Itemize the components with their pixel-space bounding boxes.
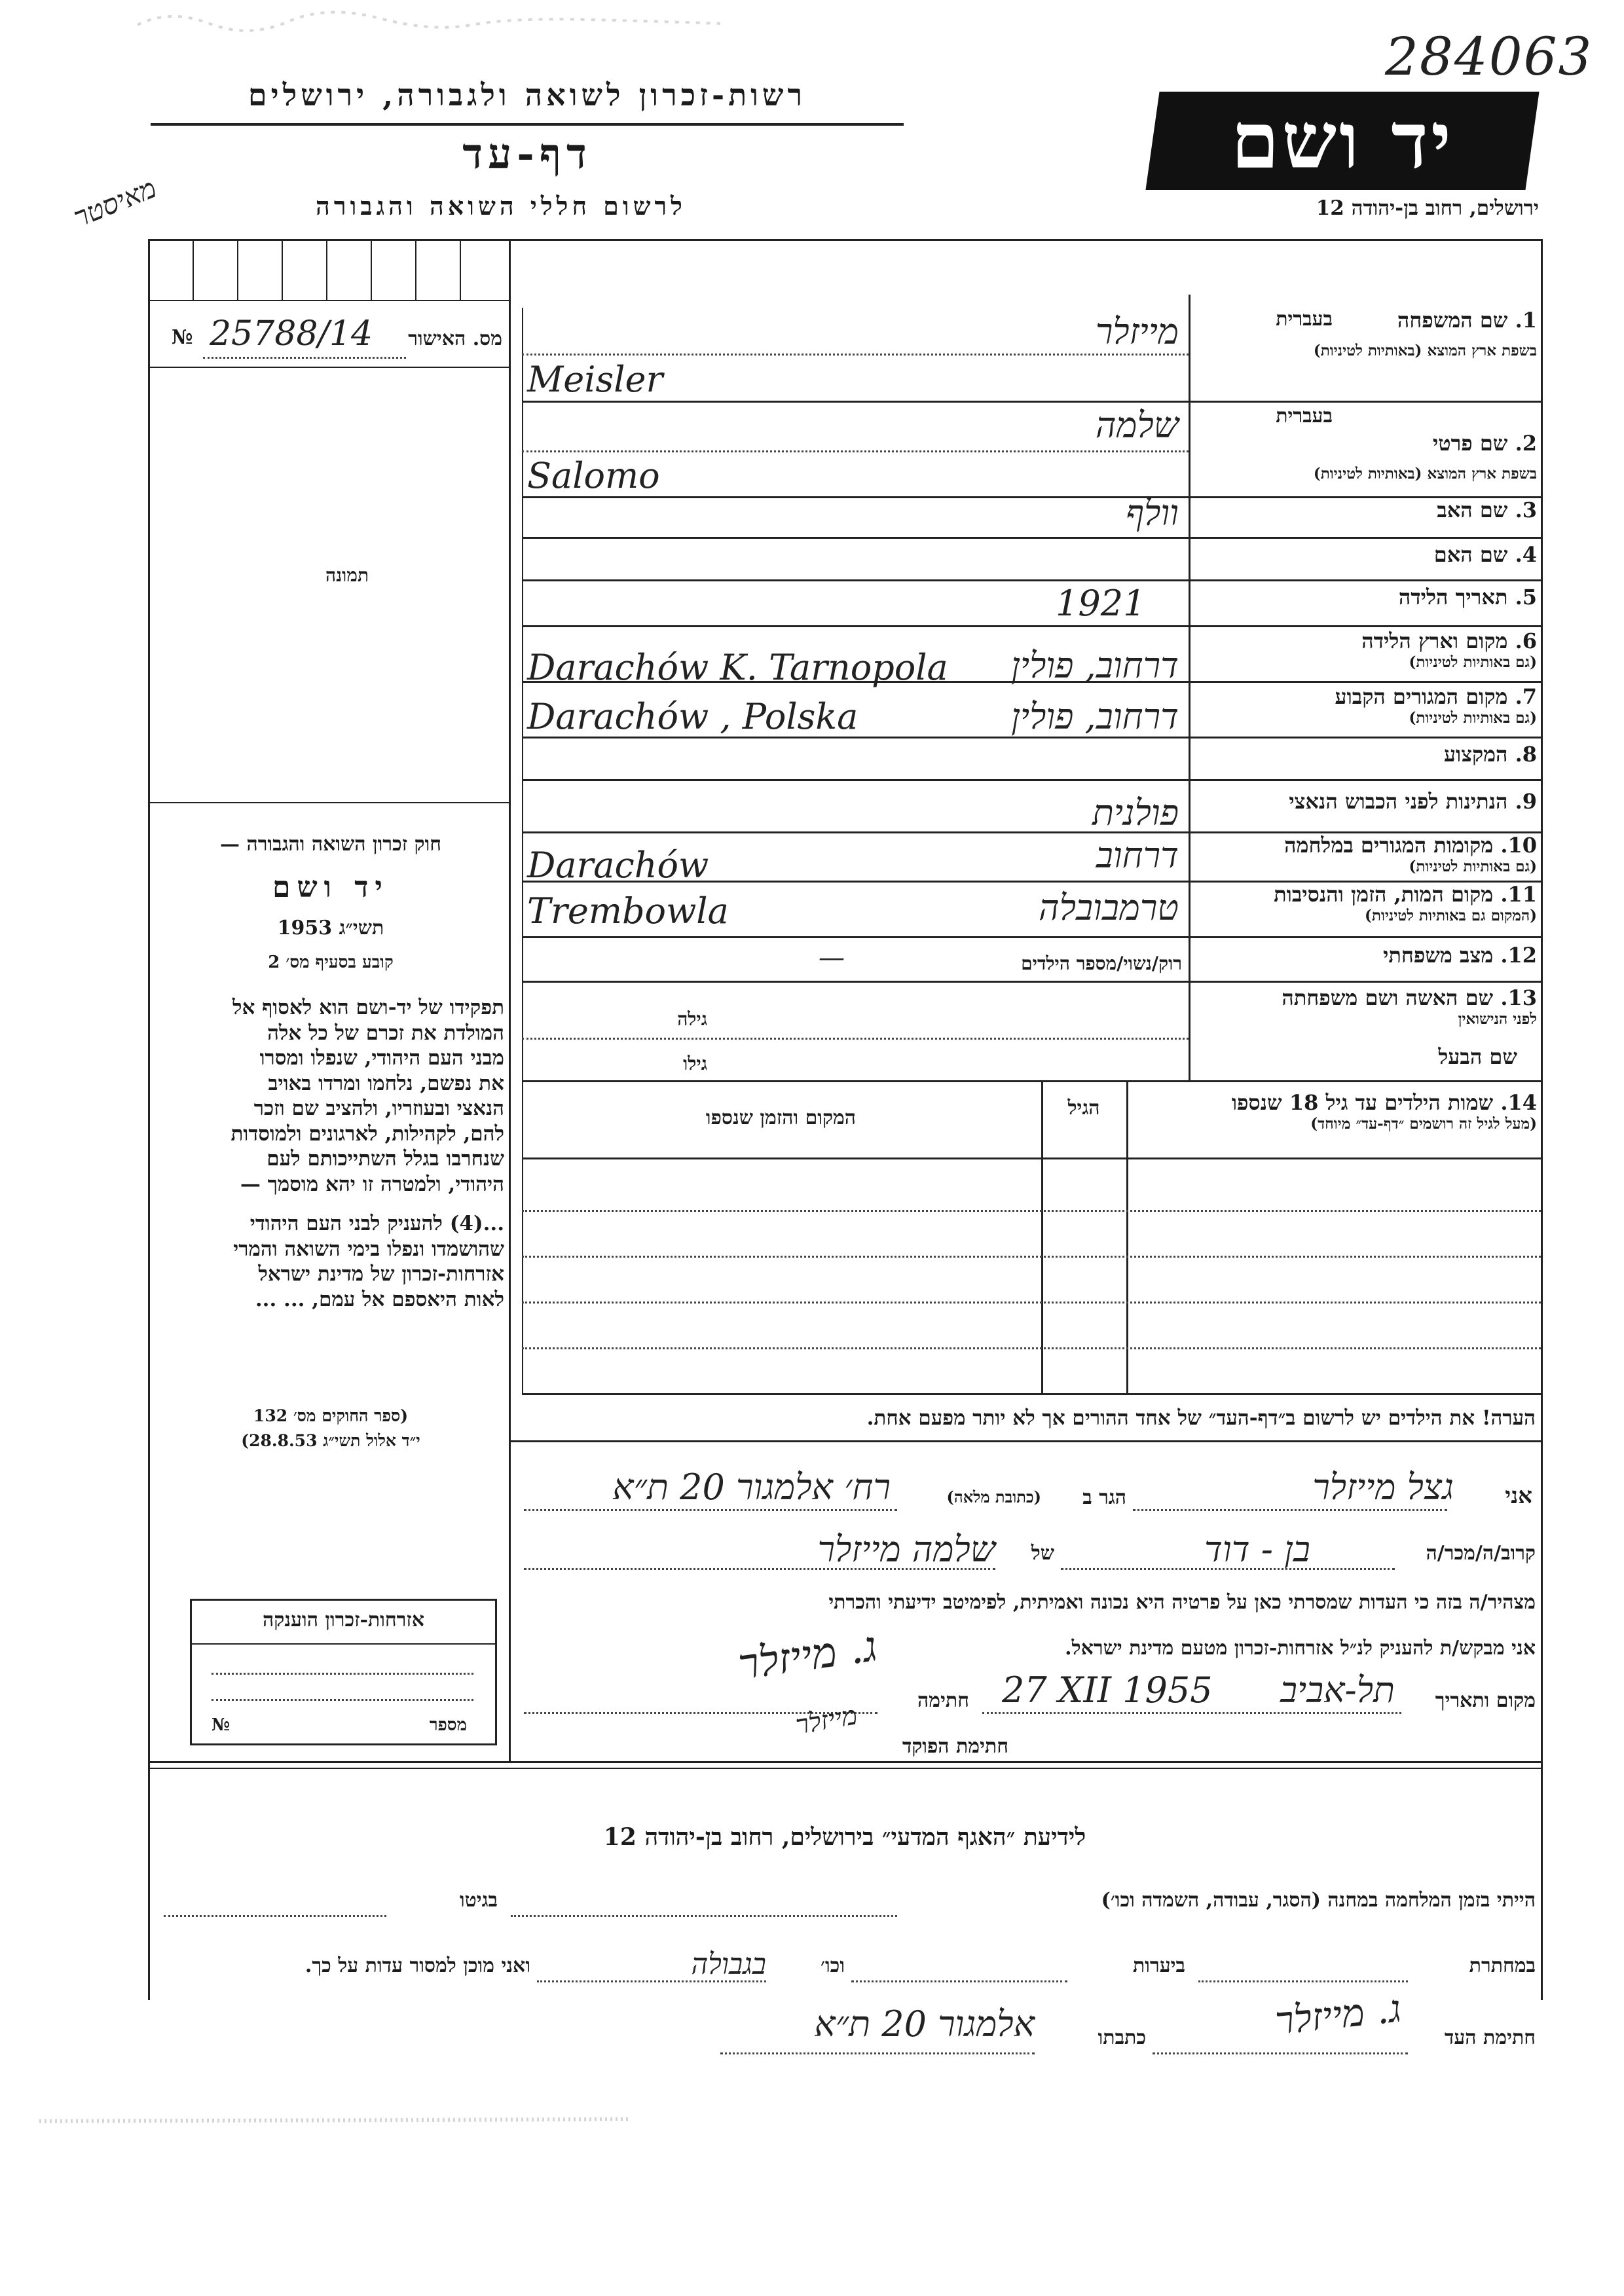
children-age-header: הגיל — [1067, 1097, 1100, 1120]
label-divider — [1189, 295, 1190, 1080]
cert-no-label: מספר — [429, 1715, 467, 1735]
birth-place-hebrew: דרחוב, פולין — [1011, 645, 1179, 686]
field-wartime-residence — [1193, 833, 1537, 875]
witness-i-label: אני — [1505, 1483, 1532, 1509]
witness-resident-label: הגר ב — [1082, 1486, 1126, 1509]
header-address: ירושלים, רחוב בן-יהודה 12 — [1316, 196, 1539, 220]
field-nationality — [1193, 789, 1537, 814]
field-label: מקום המות, הזמן והנסיבות — [1274, 882, 1494, 907]
approval-no-sign: № — [172, 326, 193, 349]
law-body-line: לאות היאספם אל עמם, ... ... — [255, 1287, 504, 1311]
field-num: 8. — [1515, 742, 1537, 767]
family-name-hebrew: מייזלר — [1095, 311, 1179, 352]
field-label: שם האשה ושם משפחתה — [1282, 985, 1494, 1010]
field-spouse-name — [1193, 985, 1537, 1028]
nationality-value: פולנית — [1092, 792, 1179, 833]
entry-line — [164, 1915, 386, 1917]
entry-line — [522, 1038, 1189, 1040]
bottom-line2-value: בגבולה — [691, 1948, 766, 1981]
field-note: (גם באותיות לטיניות) — [1409, 653, 1537, 671]
field-birth-date — [1193, 585, 1537, 610]
witness-address: רח׳ אלמגור 20 ת״א — [612, 1467, 891, 1508]
grid-col-line — [371, 239, 372, 300]
law-body-line: שהושמדו ונפלו בימי השואה והמרי — [233, 1237, 504, 1261]
husband-name-label: שם הבעל — [1438, 1044, 1517, 1069]
witness-declaration: מצהיר/ה בזה כי העדות שמסרתי כאן על פרטיה היא נכונה ואמיתית, לפימיטב ידיעתי והכרתי — [828, 1591, 1536, 1614]
field-label: הנתינות לפני הכבוש הנאצי — [1289, 789, 1508, 814]
remark: הערה! את הילדים יש לרשום ב״דף-העד״ של אחד ההורים אך לא יותר מפעם אחת. — [866, 1406, 1536, 1430]
field-marital-status — [1193, 943, 1537, 968]
entry-line — [1133, 1509, 1447, 1511]
entry-line — [1198, 1980, 1408, 1982]
bottom-line2-b: ביערות — [1132, 1954, 1185, 1977]
entry-line — [982, 1712, 1401, 1714]
bottom-line2-d: ואני מוכן למסור עדות על כך. — [304, 1954, 530, 1977]
law-body-line: שנחרבו בגלל השתייכותם לעם — [267, 1147, 504, 1171]
children-place-header: המקום והזמן שנספו — [705, 1106, 857, 1129]
wife-age-label: גילה — [677, 1008, 707, 1030]
field-num: 2. — [1515, 431, 1537, 456]
row-line — [522, 936, 1541, 938]
entry-line — [524, 1568, 995, 1570]
bottom-signature: ג. מייזלר — [1273, 1986, 1403, 2044]
bottom-line1-b: בגיטו — [459, 1889, 498, 1912]
field-label: המקצוע — [1443, 742, 1508, 767]
approval-bottom-line — [148, 367, 509, 368]
row-line — [522, 1080, 1541, 1082]
cert-box-title: אזרחות-זכרון הוענקה — [262, 1609, 425, 1631]
field-num: 11. — [1500, 882, 1537, 907]
children-row-line — [522, 1347, 1541, 1349]
yad-vashem-logo: יד ושם — [1145, 92, 1539, 190]
field-num: 10. — [1500, 833, 1537, 858]
form-left-border — [148, 239, 150, 2000]
law-section: קובע בסעיף מס׳ 2 — [268, 953, 394, 972]
marital-status-line: רוק/נשוי/מספר הילדים — [1021, 953, 1182, 974]
marital-status-value: — — [819, 943, 845, 973]
header-rule — [151, 123, 904, 126]
row-line — [522, 779, 1541, 781]
row-line — [522, 737, 1541, 738]
approval-label: מס. האישור — [408, 327, 502, 350]
witness-of-name: שלמה מייזלר — [817, 1529, 995, 1570]
form-right-border — [1541, 239, 1543, 2000]
faint-stamp-marks — [131, 5, 786, 38]
father-name-value: וולף — [1126, 492, 1179, 534]
cert-no-sign: № — [212, 1715, 231, 1735]
bottom-line2-c: וכו׳ — [821, 1954, 845, 1977]
field-num: 1. — [1515, 308, 1537, 333]
field-num: 12. — [1500, 943, 1537, 968]
form-purpose: לרשום חללי השואה והגבורה — [316, 191, 686, 221]
law-body — [157, 995, 504, 1312]
death-place-latin: Trembowla — [527, 890, 729, 932]
law-citation-1: (ספר החוקים מס׳ 132 — [253, 1406, 409, 1425]
value-inner-left-border — [522, 308, 523, 1394]
law-body-line: מבני העם היהודי, שנפלו ומסרו — [259, 1046, 504, 1070]
law-year: תשי״ג 1953 — [277, 917, 384, 939]
field-mother-name — [1193, 542, 1537, 567]
field-profession — [1193, 742, 1537, 767]
field-num: 6. — [1515, 629, 1537, 653]
officer-label: חתימת הפוקד — [902, 1735, 1008, 1758]
form-top-border — [148, 239, 1541, 241]
law-citation-2: י״ד אלול תשי״ג 28.8.53) — [241, 1431, 420, 1450]
children-row-line — [522, 1210, 1541, 1212]
entry-line — [524, 1509, 897, 1511]
entry-line — [522, 354, 1189, 355]
grid-col-line — [415, 239, 416, 300]
witness-date: 27 XII 1955 — [1002, 1669, 1213, 1711]
section-divider — [148, 1761, 1541, 1763]
photo-label: תמונה — [325, 564, 369, 586]
entry-line — [522, 450, 1189, 452]
wartime-residence-hebrew: דרחוב — [1096, 835, 1179, 876]
field-note: (גם באותיות לטיניות) — [1409, 709, 1537, 727]
cert-box-dotted-line — [212, 1699, 473, 1701]
row-line — [522, 1157, 1541, 1159]
field-label: שם האם — [1433, 542, 1508, 567]
approval-underline — [203, 357, 406, 359]
law-body-line: ...(4) להעניק לבני העם היהודי — [249, 1212, 504, 1235]
row-line — [522, 401, 1541, 403]
grid-col-line — [282, 239, 283, 300]
field-father-name — [1193, 498, 1537, 522]
entry-line — [537, 1980, 766, 1982]
photo-bottom-line — [148, 802, 509, 803]
grid-col-line — [237, 239, 238, 300]
row-line — [522, 681, 1541, 683]
witness-name: גצל מייזלר — [1312, 1467, 1454, 1508]
field-num: 7. — [1515, 684, 1537, 709]
field-residence — [1193, 684, 1537, 727]
field-label: שמות הילדים עד גיל 18 שנספו — [1231, 1090, 1494, 1115]
witness-request: אני מבקש/ת להעניק לנ״ל אזרחות-זכרון מטעם מדינת ישראל. — [1065, 1637, 1536, 1660]
entry-line — [851, 1980, 1067, 1982]
field-note: (המקום גם באותיות לטיניות) — [1365, 907, 1537, 924]
entry-line — [720, 2052, 1035, 2054]
field-label: מקום וארץ הלידה — [1361, 629, 1508, 653]
field-label: תאריך הלידה — [1398, 585, 1508, 610]
entry-line — [511, 1915, 897, 1917]
field-num: 5. — [1515, 585, 1537, 610]
grid-col-line — [460, 239, 461, 300]
section-divider-inner — [148, 1768, 1541, 1769]
hebrew-tag: בעברית — [1276, 308, 1333, 331]
witness-relation: בן - דוד — [1204, 1529, 1310, 1570]
hebrew-tag: בעברית — [1276, 405, 1333, 428]
first-name-hebrew: שלמה — [1095, 405, 1179, 446]
form-title: דף-עד — [462, 130, 592, 179]
grid-col-line — [326, 239, 327, 300]
witness-address-note: (כתובת מלאה) — [946, 1487, 1041, 1506]
death-place-hebrew: טרמבובלה — [1039, 887, 1179, 928]
field-birth-place — [1193, 629, 1537, 671]
first-name-latin: Salomo — [527, 455, 660, 496]
field-death-place — [1193, 882, 1537, 924]
bottom-line1-a: הייתי בזמן המלחמה במחנה (הסגר, עבודה, השמדה וכו׳) — [1101, 1889, 1536, 1912]
law-body-line: אזרחות-זכרון של מדינת ישראל — [258, 1262, 504, 1286]
bottom-line3-b: כתבתו — [1098, 2026, 1146, 2049]
law-name: יד ושם — [272, 871, 389, 904]
form-bottom-border — [148, 1999, 1541, 2001]
row-line — [522, 1393, 1541, 1395]
witness-of-label: של — [1031, 1542, 1054, 1565]
row-line — [509, 1440, 1541, 1442]
field-num: 9. — [1515, 789, 1537, 814]
birth-date-value: 1921 — [1056, 583, 1146, 624]
approval-number-value: 25788/14 — [210, 314, 373, 354]
witness-place: תל-אביב — [1280, 1669, 1395, 1711]
place-date-label: מקום ותאריך — [1435, 1689, 1536, 1712]
family-name-latin: Meisler — [527, 359, 663, 400]
birth-place-latin: Darachów K. Tarnopola — [527, 647, 948, 688]
bottom-address: אלמגור 20 ת״א — [814, 2003, 1035, 2045]
field-note: בשפת ארץ המוצא (באותיות לטיניות) — [1313, 342, 1537, 359]
field-note: (גם באותיות לטיניות) — [1409, 858, 1537, 875]
field-label: שם האב — [1437, 498, 1508, 522]
witness-signature: ג. מייזלר — [735, 1622, 880, 1690]
row-line — [522, 981, 1541, 983]
row-line — [522, 579, 1541, 581]
grid-row-line — [148, 300, 509, 301]
residence-latin: Darachów , Polska — [527, 696, 858, 737]
children-row-line — [522, 1256, 1541, 1258]
law-body-line: את נפשם, נלחמו ומרדו באויב — [268, 1071, 504, 1095]
approval-number-row — [172, 314, 502, 354]
bottom-line3-a: חתימת העד — [1444, 2026, 1536, 2049]
row-line — [522, 625, 1541, 627]
witness-relation-label: קרוב/ה/מכר/ה — [1426, 1542, 1536, 1565]
field-num: 13. — [1500, 985, 1537, 1010]
cert-box-dotted-line — [212, 1673, 473, 1675]
field-label: מקומות המגורים במלחמה — [1284, 833, 1494, 858]
row-line — [522, 537, 1541, 539]
law-body-line: להם, לקהילות, לארגונים ולמוסדות — [231, 1121, 504, 1146]
entry-line — [1061, 1568, 1395, 1570]
husband-age-label: גילו — [683, 1053, 707, 1074]
law-body-line: הנאצי ובעוזריו, ולהציב שם וזכר — [253, 1097, 504, 1120]
law-body-line: היהודי, ולמטרה זו יהא מוסמך — — [240, 1172, 504, 1196]
field-label: מצב משפחתי — [1383, 943, 1494, 968]
authority-title: רשות-זכרון לשואה ולגבורה, ירושלים — [248, 77, 807, 113]
field-num: 4. — [1515, 542, 1537, 567]
bottom-line2-a: במחתרת — [1469, 1954, 1536, 1977]
entry-line — [1153, 2052, 1408, 2054]
scan-noise — [39, 2111, 629, 2131]
field-num: 3. — [1515, 498, 1537, 522]
wartime-residence-latin: Darachów — [527, 845, 709, 886]
children-row-line — [522, 1302, 1541, 1303]
cert-box-rule — [192, 1643, 495, 1645]
margin-note: מאיסטר — [69, 172, 161, 234]
law-body-line: תפקידו של יד-ושם הוא לאסוף אל — [232, 996, 504, 1019]
sign-label: חתימה — [917, 1689, 969, 1712]
residence-hebrew: דרחוב, פולין — [1011, 696, 1179, 737]
grid-col-line — [193, 239, 194, 300]
column-divider — [509, 239, 511, 1761]
cert-box — [190, 1599, 497, 1745]
field-label: שם פרטי — [1432, 431, 1508, 456]
field-label: מקום המגורים הקבוע — [1335, 684, 1508, 709]
field-note: (מעל לגיל זה רושמים ״דף-עד״ מיוחד) — [1310, 1115, 1537, 1133]
archive-number: 284063 — [1385, 26, 1593, 87]
law-body-line: המולדת את זכרם של כל אלה — [267, 1021, 504, 1045]
field-num: 14. — [1500, 1090, 1537, 1115]
field-label: שם המשפחה — [1397, 308, 1508, 333]
field-children — [1133, 1090, 1537, 1133]
field-note: לפני הנישואין — [1458, 1010, 1537, 1028]
officer-signature: מייזלר — [793, 1700, 860, 1741]
field-note: בשפת ארץ המוצא (באותיות לטיניות) — [1313, 465, 1537, 483]
bottom-title: לידיעת ״האגף המדעי״ בירושלים, רחוב בן-יהודה 12 — [603, 1823, 1086, 1851]
law-title: חוק זכרון השואה והגבורה — — [220, 833, 441, 856]
